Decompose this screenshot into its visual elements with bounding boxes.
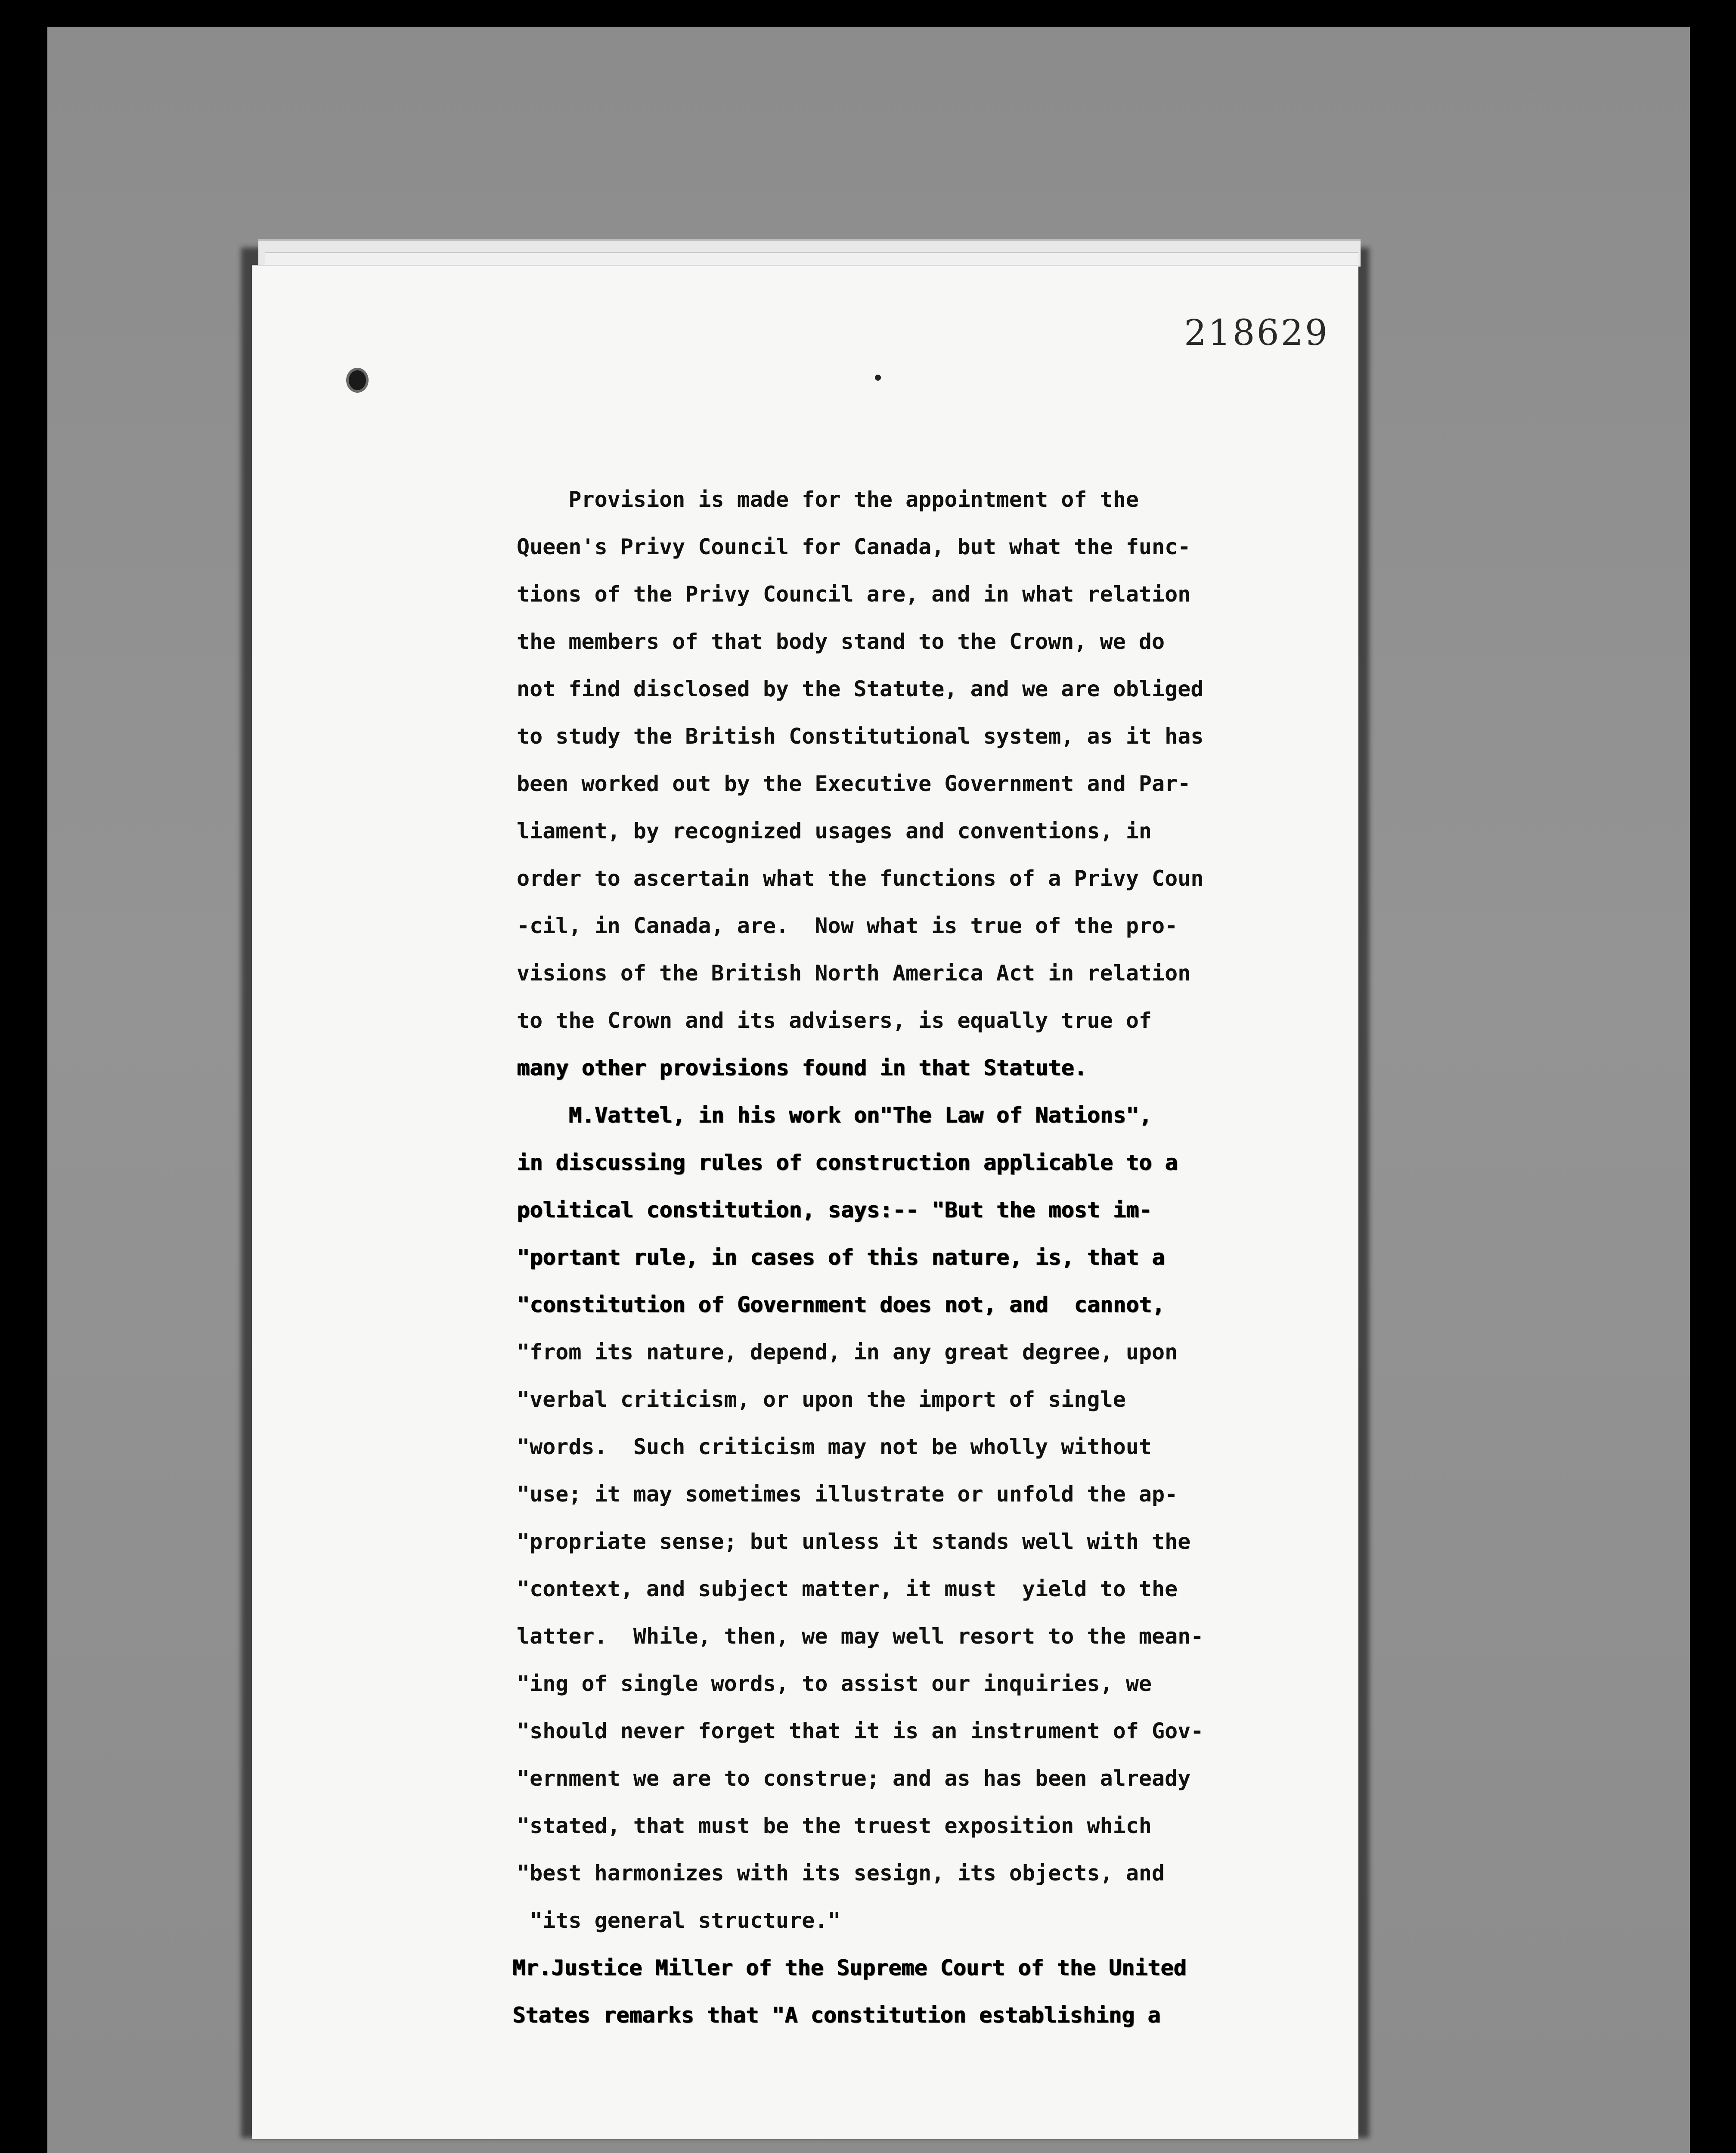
body-line: "words. Such criticism may not be wholly without <box>517 1434 1152 1459</box>
body-line: M.Vattel, in his work on"The Law of Nations", <box>517 1103 1152 1128</box>
body-line: "constitution of Government does not, and cannot, <box>517 1292 1165 1317</box>
body-line: "best harmonizes with its sesign, its objects, and <box>517 1861 1165 1886</box>
body-line: the members of that body stand to the Crown, we do <box>517 629 1165 654</box>
body-line: "use; it may sometimes illustrate or unfold the ap- <box>517 1482 1178 1507</box>
body-line: been worked out by the Executive Government and Par- <box>517 771 1191 796</box>
body-line: Provision is made for the appointment of the <box>517 487 1139 512</box>
body-line: "verbal criticism, or upon the import of single <box>517 1387 1126 1412</box>
document-number: 218629 <box>1184 313 1330 354</box>
body-line: "stated, that must be the truest exposition which <box>517 1813 1152 1838</box>
body-line: not find disclosed by the Statute, and we are obliged <box>517 676 1204 701</box>
body-line: in discussing rules of construction applicable to a <box>517 1150 1178 1175</box>
ink-mark <box>875 375 881 381</box>
body-line: order to ascertain what the functions of a Privy Coun <box>517 866 1204 891</box>
body-line: -cil, in Canada, are. Now what is true of the pro- <box>517 913 1178 938</box>
body-line: "propriate sense; but unless it stands well with the <box>517 1529 1191 1554</box>
body-line: visions of the British North America Act in relation <box>517 961 1191 986</box>
body-line: to study the British Constitutional system, as it has <box>517 724 1204 749</box>
body-line: Queen's Privy Council for Canada, but what the func- <box>517 534 1191 559</box>
body-line: many other provisions found in that Statute. <box>517 1055 1087 1080</box>
body-line: "from its nature, depend, in any great degree, upon <box>517 1340 1178 1365</box>
body-line: tions of the Privy Council are, and in what relation <box>517 582 1191 607</box>
body-line: "ernment we are to construe; and as has been already <box>517 1766 1191 1791</box>
body-line: "context, and subject matter, it must yield to the <box>517 1576 1178 1601</box>
body-line: States remarks that "A constitution establishing a <box>512 2003 1161 2028</box>
body-line: Mr.Justice Miller of the Supreme Court of the United <box>512 1955 1187 1980</box>
body-line: latter. While, then, we may well resort to the mean- <box>517 1624 1204 1649</box>
body-line: "should never forget that it is an instrument of Gov- <box>517 1719 1204 1743</box>
body-line: "portant rule, in cases of this nature, is, that a <box>517 1245 1165 1270</box>
body-line: political constitution, says:-- "But the most im- <box>517 1197 1152 1222</box>
body-line: "its general structure." <box>517 1908 841 1933</box>
body-line: "ing of single words, to assist our inquiries, we <box>517 1671 1152 1696</box>
body-line: to the Crown and its advisers, is equally true of <box>517 1008 1152 1033</box>
punch-hole <box>349 370 366 390</box>
body-line: liament, by recognized usages and conventions, in <box>517 819 1152 844</box>
